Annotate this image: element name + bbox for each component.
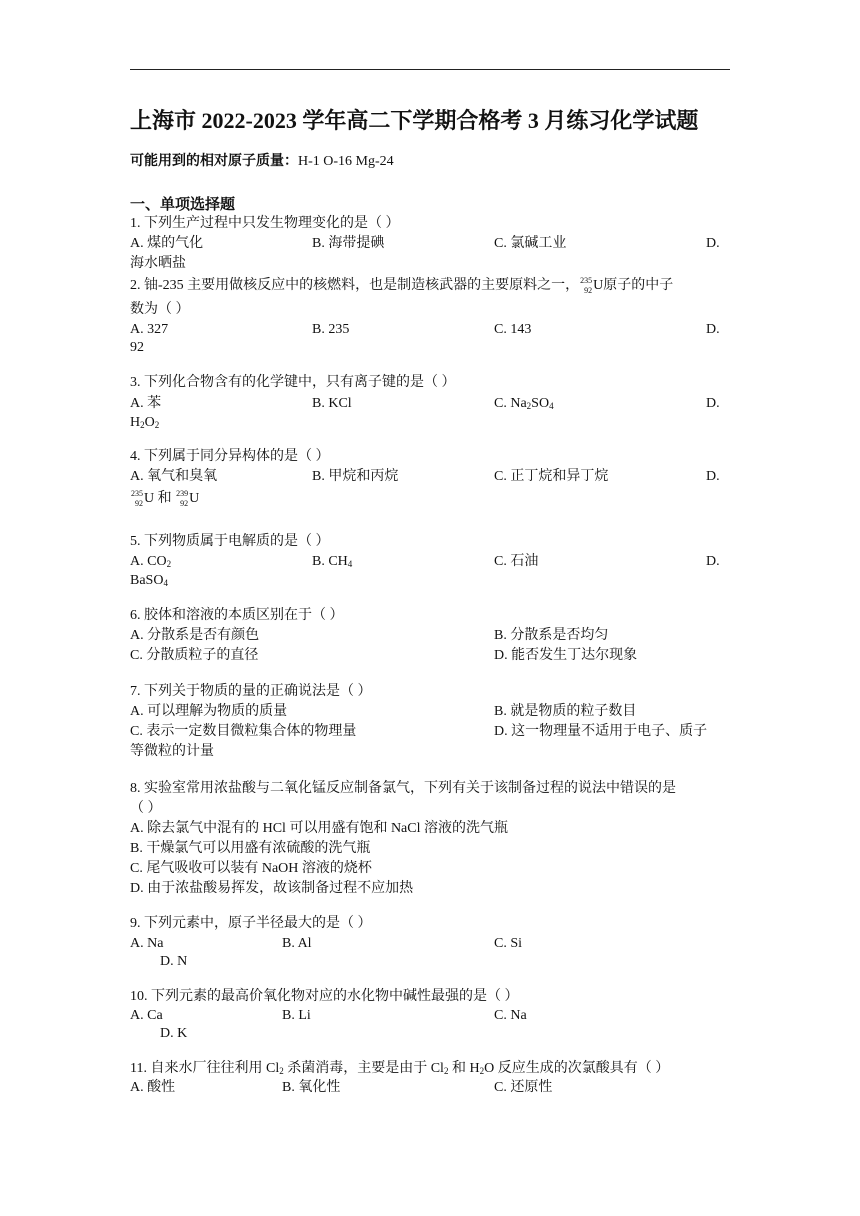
q3-option-a: A. 苯 <box>130 396 162 411</box>
question-2-stem-cont: 数为（ ） <box>130 302 190 317</box>
q6-option-d: D. 能否发生丁达尔现象 <box>494 648 638 663</box>
question-6-stem: 6. 胶体和溶液的本质区别在于（ ） <box>130 608 344 623</box>
q6-option-b: B. 分散系是否均匀 <box>494 628 609 643</box>
question-8-stem-cont: （ ） <box>130 801 162 816</box>
q2-option-c: C. 143 <box>494 322 532 337</box>
q10-option-d: D. K <box>160 1026 188 1041</box>
header-rule <box>130 69 730 70</box>
q1-option-c: C. 氯碱工业 <box>494 236 567 251</box>
q3-option-d: D. <box>706 396 720 411</box>
q9-option-b: B. Al <box>282 936 312 951</box>
question-1-stem: 1. 下列生产过程中只发生物理变化的是（ ） <box>130 216 400 231</box>
isotope-symbol: U <box>593 278 604 294</box>
atomic-mass-line <box>130 153 394 171</box>
u239-isotope: 239 92 <box>176 489 189 508</box>
q7-option-a: A. 可以理解为物质的质量 <box>130 704 288 719</box>
q1-option-d-text: 海水晒盐 <box>130 256 186 271</box>
question-5-stem: 5. 下列物质属于电解质的是（ ） <box>130 534 330 549</box>
isotope-mass: 235 <box>580 276 593 285</box>
q10-option-a: A. Ca <box>130 1008 163 1023</box>
q3-option-d-text: $H_2O_2$ <box>130 415 160 430</box>
q4-option-d: D. <box>706 469 720 484</box>
q3-option-b: B. KCl <box>312 396 352 411</box>
q6-option-c: C. 分散质粒子的直径 <box>130 648 259 663</box>
q8-option-c: C. 尾气吸收可以装有 NaOH 溶液的烧杯 <box>130 861 372 876</box>
q11-option-a: A. 酸性 <box>130 1080 176 1095</box>
atomic-mass-label: 可能用到的相对原子质量： <box>130 154 298 169</box>
q7-option-c: C. 表示一定数目微粒集合体的物理量 <box>130 724 357 739</box>
q7-option-d: D. 这一物理量不适用于电子、质子 <box>494 724 708 739</box>
q8-option-d: D. 由于浓盐酸易挥发，故该制备过程不应加热 <box>130 881 414 896</box>
q1-option-a: A. 煤的气化 <box>130 236 204 251</box>
q11-option-c: C. 还原性 <box>494 1080 553 1095</box>
q5-option-c: C. 石油 <box>494 554 539 569</box>
q5-option-d: D. <box>706 554 720 569</box>
question-4-stem: 4. 下列属于同分异构体的是（ ） <box>130 449 330 464</box>
q1-option-d: D. <box>706 236 720 251</box>
question-8-stem: 8. 实验室常用浓盐酸与二氧化锰反应制备氯气，下列有关于该制备过程的说法中错误的是 <box>130 781 676 796</box>
q5-option-a: A. $CO_2$ <box>130 554 172 569</box>
q2-option-d: D. <box>706 322 720 337</box>
question-2-stem <box>130 277 673 295</box>
u235-isotope <box>579 277 593 295</box>
q4-option-d-text: 235 92 U 和 239 92 U <box>131 489 200 508</box>
q10-option-b: B. Li <box>282 1008 311 1023</box>
q2-stem-pre: 2. 铀-235 主要用做核反应中的核燃料，也是制造核武器的主要原料之一， <box>130 278 580 294</box>
q8-option-a: A. 除去氯气中混有的 HCl 可以用盛有饱和 NaCl 溶液的洗气瓶 <box>130 821 508 836</box>
page-title: 上海市 2022-2023 学年高二下学期合格考 3 月练习化学试题 <box>130 108 699 133</box>
q7-option-d-text: 等微粒的计量 <box>130 744 214 759</box>
isotope-number: 92 <box>584 286 593 295</box>
question-9-stem: 9. 下列元素中，原子半径最大的是（ ） <box>130 916 372 931</box>
q2-stem-post: 原子的中子 <box>603 278 674 294</box>
q10-option-c: C. Na <box>494 1008 527 1023</box>
q4-option-c: C. 正丁烷和异丁烷 <box>494 469 609 484</box>
q5-option-d-text: BaSO$_4$ <box>130 573 168 588</box>
q9-option-d: D. N <box>160 954 188 969</box>
atomic-mass-values: H-1 O-16 Mg-24 <box>298 154 394 169</box>
q2-option-b: B. 235 <box>312 322 350 337</box>
q6-option-a: A. 分散系是否有颜色 <box>130 628 260 643</box>
q1-option-b: B. 海带提碘 <box>312 236 385 251</box>
q8-option-b: B. 干燥氯气可以用盛有浓硫酸的洗气瓶 <box>130 841 371 856</box>
q2-option-d-text: 92 <box>130 340 144 355</box>
q7-option-b: B. 就是物质的粒子数目 <box>494 704 637 719</box>
q2-option-a: A. 327 <box>130 322 169 337</box>
question-7-stem: 7. 下列关于物质的量的正确说法是（ ） <box>130 684 372 699</box>
u235-isotope: 235 92 <box>131 489 143 508</box>
section-heading: 一、单项选择题 <box>130 197 236 213</box>
q4-option-b: B. 甲烷和丙烷 <box>312 469 399 484</box>
q5-option-b: B. $CH_4$ <box>312 554 353 569</box>
q9-option-c: C. Si <box>494 936 523 951</box>
question-11-stem: 11. 自来水厂往往利用 $Cl_2$ 杀菌消毒，主要是由于 $Cl_2$ 和 $H_2O$ 反应生成的次氯酸具有（ ） <box>130 1061 670 1076</box>
q4-option-a: A. 氧气和臭氧 <box>130 469 218 484</box>
question-10-stem: 10. 下列元素的最高价氧化物对应的水化物中碱性最强的是（ ） <box>130 989 519 1004</box>
question-3-stem: 3. 下列化合物含有的化学键中，只有离子键的是（ ） <box>130 375 456 390</box>
q3-option-c: C. $Na_2SO_4$ <box>494 396 554 411</box>
q11-option-b: B. 氧化性 <box>282 1080 341 1095</box>
q9-option-a: A. Na <box>130 936 164 951</box>
